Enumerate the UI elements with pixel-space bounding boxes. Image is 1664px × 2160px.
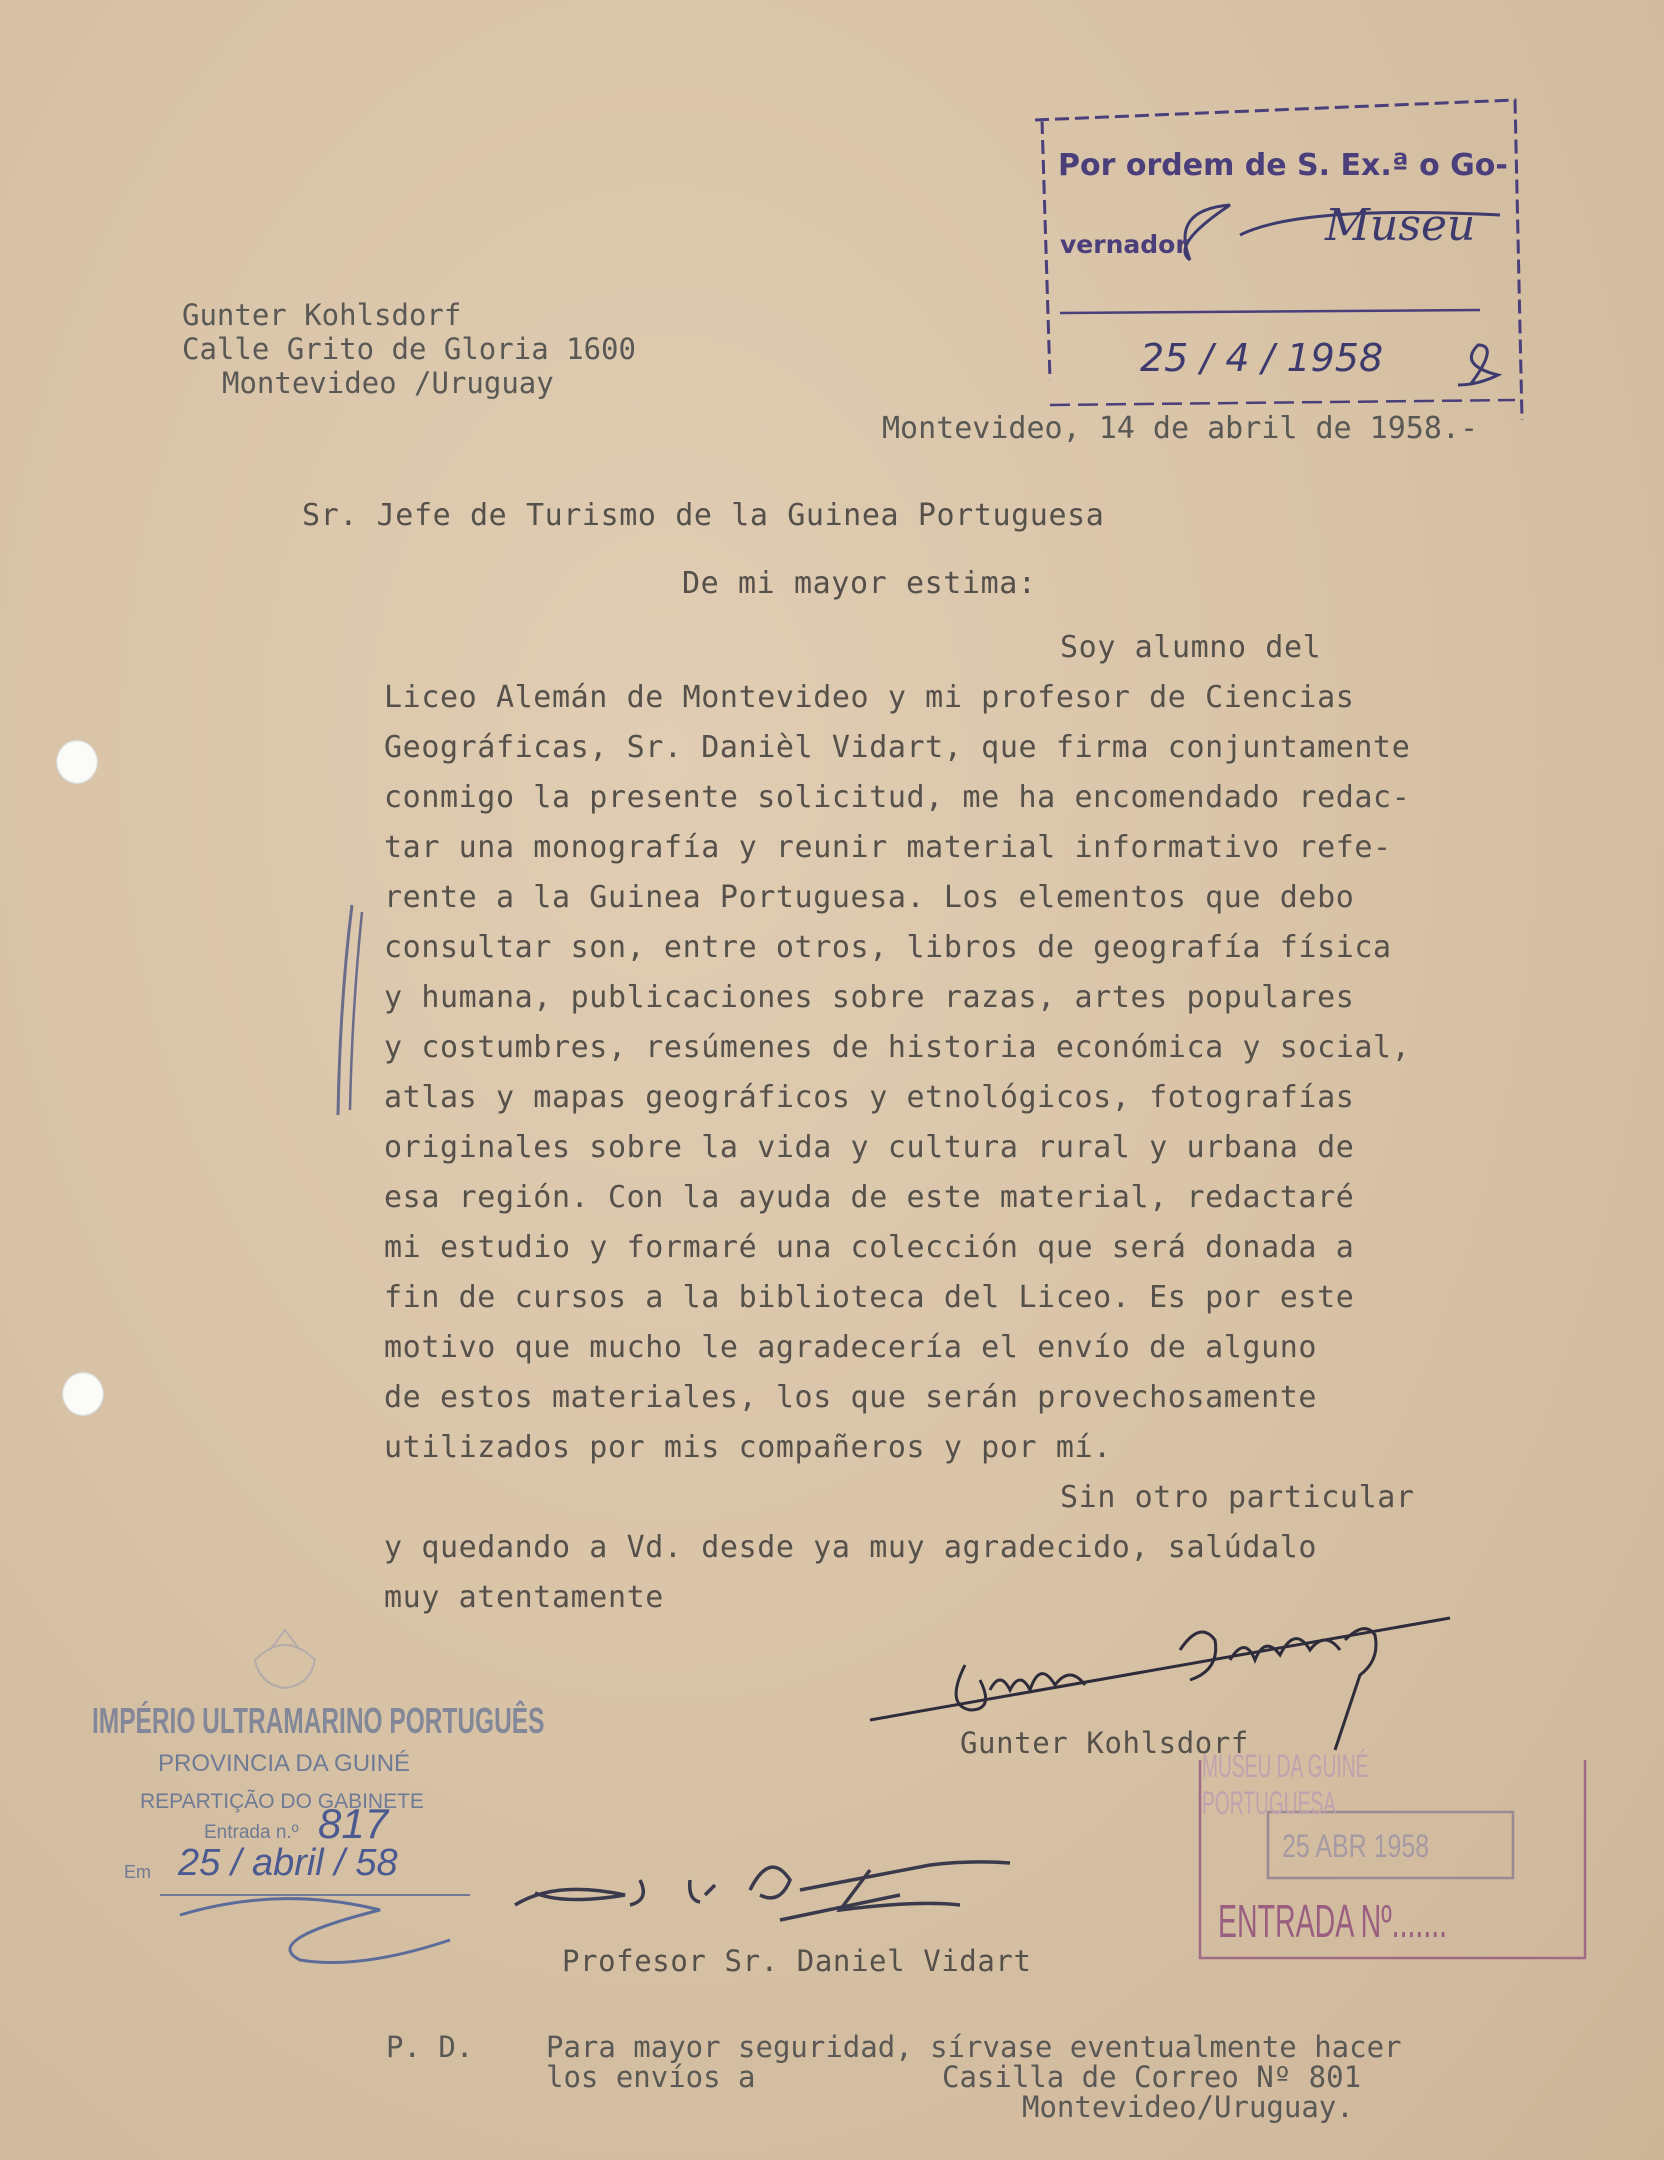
ps-line2a: los envíos a (546, 2060, 756, 2094)
governor-stamp-handwritten: Museu (1325, 200, 1476, 251)
body-line: y costumbres, resúmenes de historia económica y social, (384, 1030, 1411, 1065)
sender-street: Calle Grito de Gloria 1600 (182, 332, 636, 366)
body-line: tar una monografía y reunir material informativo refe- (384, 830, 1392, 865)
body-line: mi estudio y formaré una colección que será donada a (384, 1230, 1355, 1265)
body-line: rente a la Guinea Portuguesa. Los elementos que debo (384, 880, 1355, 915)
body-line: atlas y mapas geográficos y etnológicos, fotografías (384, 1080, 1355, 1115)
greeting: De mi mayor estima: (682, 566, 1037, 601)
date-line: Montevideo, 14 de abril de 1958.- (882, 411, 1479, 446)
signatory-student: Gunter Kohlsdorf (960, 1726, 1249, 1760)
body-line: esa región. Con la ayuda de este material, redactaré (384, 1180, 1355, 1215)
imperio-stamp-line1: IMPÉRIO ULTRAMARINO PORTUGUÊS (92, 1700, 545, 1741)
body-line: y humana, publicaciones sobre razas, artes populares (384, 980, 1355, 1015)
museu-stamp-date: 25 ABR 1958 (1282, 1828, 1430, 1864)
imperio-stamp-line2: PROVINCIA DA GUINÉ (158, 1750, 411, 1777)
governor-stamp-line1: Por ordem de S. Ex.ª o Go- (1058, 148, 1508, 183)
body-line: de estos materiales, los que serán provechosamente (384, 1380, 1318, 1415)
signatory-professor: Profesor Sr. Daniel Vidart (562, 1944, 1032, 1978)
ps-line3: Montevideo/Uruguay. (1022, 2090, 1354, 2124)
body-line: originales sobre la vida y cultura rural y urbana de (384, 1130, 1355, 1165)
recipient: Sr. Jefe de Turismo de la Guinea Portuguesa (302, 498, 1105, 533)
ps-label: P. D. (386, 2030, 474, 2064)
body-line: Sin otro particular (1060, 1480, 1415, 1515)
imperio-stamp-line3: REPARTIÇÃO DO GABINETE (140, 1790, 424, 1813)
museu-stamp-entrada: ENTRADA Nº....... (1218, 1895, 1448, 1947)
body-line: Soy alumno del (1060, 630, 1322, 665)
sender-city: Montevideo /Uruguay (222, 366, 554, 400)
body-line: y quedando a Vd. desde ya muy agradecido, salúdalo (384, 1530, 1318, 1565)
governor-stamp-date: 25 / 4 / 1958 (1140, 336, 1384, 380)
ps-line2b: Casilla de Correo Nº 801 (942, 2060, 1362, 2094)
imperio-stamp-entrada-label: Entrada n.º (204, 1822, 299, 1843)
governor-stamp-line2: vernador (1060, 230, 1188, 259)
body-line: fin de cursos a la biblioteca del Liceo. Es por este (384, 1280, 1355, 1315)
imperio-stamp-entrada-number: 817 (318, 1800, 389, 1847)
imperio-stamp-em-label: Em (124, 1862, 151, 1882)
imperio-stamp-date: 25 / abril / 58 (178, 1842, 398, 1884)
body-line: Geográficas, Sr. Danièl Vidart, que firma conjuntamente (384, 730, 1411, 765)
body-line: muy atentamente (384, 1580, 664, 1615)
body-line: conmigo la presente solicitud, me ha encomendado redac- (384, 780, 1411, 815)
body-line: utilizados por mis compañeros y por mí. (384, 1430, 1112, 1465)
body-line: motivo que mucho le agradecería el envío de alguno (384, 1330, 1318, 1365)
body-line: Liceo Alemán de Montevideo y mi profesor de Ciencias (384, 680, 1355, 715)
ps-line1: Para mayor seguridad, sírvase eventualmente hacer (546, 2030, 1402, 2064)
body-line: consultar son, entre otros, libros de geografía física (384, 930, 1392, 965)
museu-stamp-title: MUSEU DA GUINÉ PORTUGUESA (1202, 1748, 1369, 1821)
sender-name: Gunter Kohlsdorf (182, 298, 462, 332)
